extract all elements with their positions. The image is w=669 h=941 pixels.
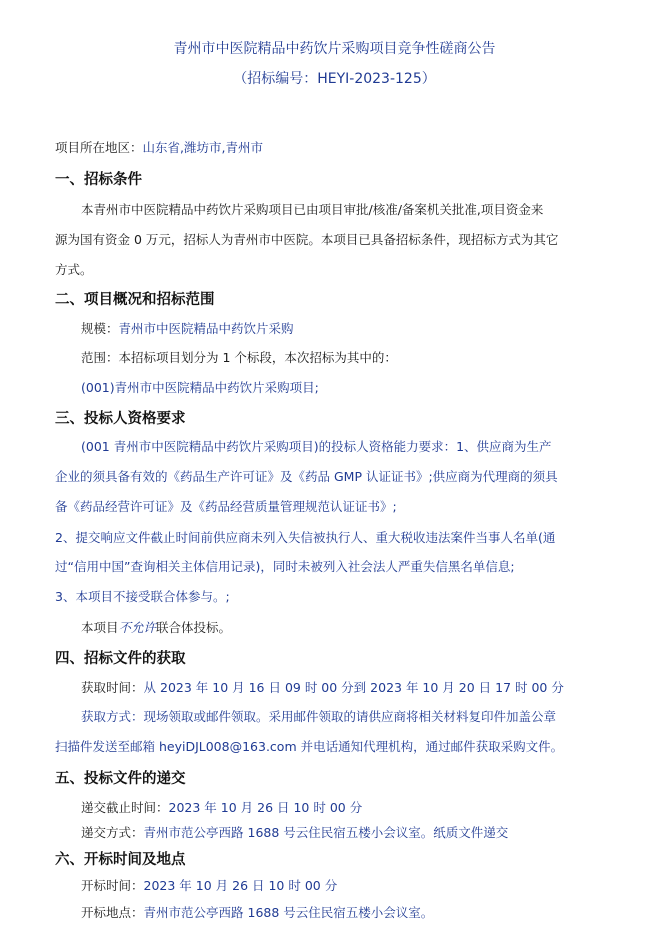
scale-line (81, 319, 294, 337)
deadline-value: 2023 年 10 月 26 日 10 时 00 分 (168, 800, 363, 815)
obtain-time-label: 获取时间： (81, 680, 144, 695)
notice-title: 青州市中医院精品中药饮片采购项目竞争性磋商公告 (173, 41, 496, 57)
qualification-line: (001 青州市中医院精品中药饮片采购项目)的投标人资格能力要求：1、供应商为生产 (81, 439, 552, 454)
obtain-method-line: 扫描件发送至邮箱 heyiDJL008@163.com 并电话通知代理机构，通过邮件获取采购文件。 (55, 739, 564, 754)
opening-time-value: 2023 年 10 月 26 日 10 时 00 分 (143, 878, 338, 893)
section-heading-4: 四、招标文件的获取 (55, 651, 186, 667)
qualification-line: 过“信用中国”查询相关主体信用记录)，同时未被列入社会法人严重失信黑名单信息; (55, 559, 515, 574)
paragraph-line: 本青州市中医院精品中药饮片采购项目已由项目审批/核准/备案机关批准,项目资金来 (81, 202, 544, 217)
section-heading-5: 五、投标文件的递交 (55, 771, 186, 787)
project-region (55, 138, 263, 156)
consortium-post: 联合体投标。 (156, 620, 232, 635)
qualification-line: 企业的须具备有效的《药品生产许可证》及《药品 GMP 认证证书》;供应商为代理商的须具 (55, 469, 558, 484)
tender-number: （招标编号：HEYI-2023-125） (233, 71, 436, 87)
section-heading-6: 六、开标时间及地点 (55, 852, 186, 868)
scale-label: 规模： (81, 321, 119, 336)
obtain-time-line (81, 678, 564, 696)
consortium-line (81, 618, 231, 636)
qualification-line: 3、本项目不接受联合体参与。; (55, 589, 230, 604)
lot-line: (001)青州市中医院精品中药饮片采购项目; (81, 380, 319, 395)
paragraph-line: 方式。 (55, 262, 93, 277)
deadline-label: 递交截止时间： (81, 800, 169, 815)
submit-method-label: 递交方式： (81, 825, 144, 840)
obtain-method-line: 获取方式：现场领取或邮件领取。采用邮件领取的请供应商将相关材料复印件加盖公章 (81, 709, 557, 724)
submit-method-value: 青州市范公亭西路 1688 号云住民宿五楼小会议室。纸质文件递交 (143, 825, 509, 840)
opening-place-value: 青州市范公亭西路 1688 号云住民宿五楼小会议室。 (143, 905, 434, 920)
section-heading-1: 一、招标条件 (55, 172, 142, 188)
opening-place-label: 开标地点： (81, 905, 144, 920)
section-heading-2: 二、项目概况和招标范围 (55, 292, 215, 308)
scale-value: 青州市中医院精品中药饮片采购 (118, 321, 294, 336)
obtain-time-value: 从 2023 年 10 月 16 日 09 时 00 分到 2023 年 10 月 20 日 17 时 00 分 (143, 680, 564, 695)
region-label: 项目所在地区： (55, 140, 143, 155)
consortium-emphasis: 不允许 (118, 620, 157, 635)
opening-time-label: 开标时间： (81, 878, 144, 893)
qualification-line: 2、提交响应文件截止时间前供应商未列入失信被执行人、重大税收违法案件当事人名单(通 (55, 530, 556, 545)
consortium-pre: 本项目 (81, 620, 119, 635)
range-line: 范围：本招标项目划分为 1 个标段，本次招标为其中的： (81, 350, 397, 365)
paragraph-line: 源为国有资金 0 万元，招标人为青州市中医院。本项目已具备招标条件，现招标方式为其它 (55, 232, 559, 247)
submit-method-line (81, 823, 508, 841)
qualification-line: 备《药品经营许可证》及《药品经营质量管理规范认证证书》; (55, 499, 397, 514)
region-value: 山东省,潍坊市,青州市 (142, 140, 263, 155)
opening-place-line (81, 903, 433, 921)
opening-time-line (81, 876, 337, 894)
section-heading-3: 三、投标人资格要求 (55, 411, 186, 427)
deadline-line (81, 798, 362, 816)
